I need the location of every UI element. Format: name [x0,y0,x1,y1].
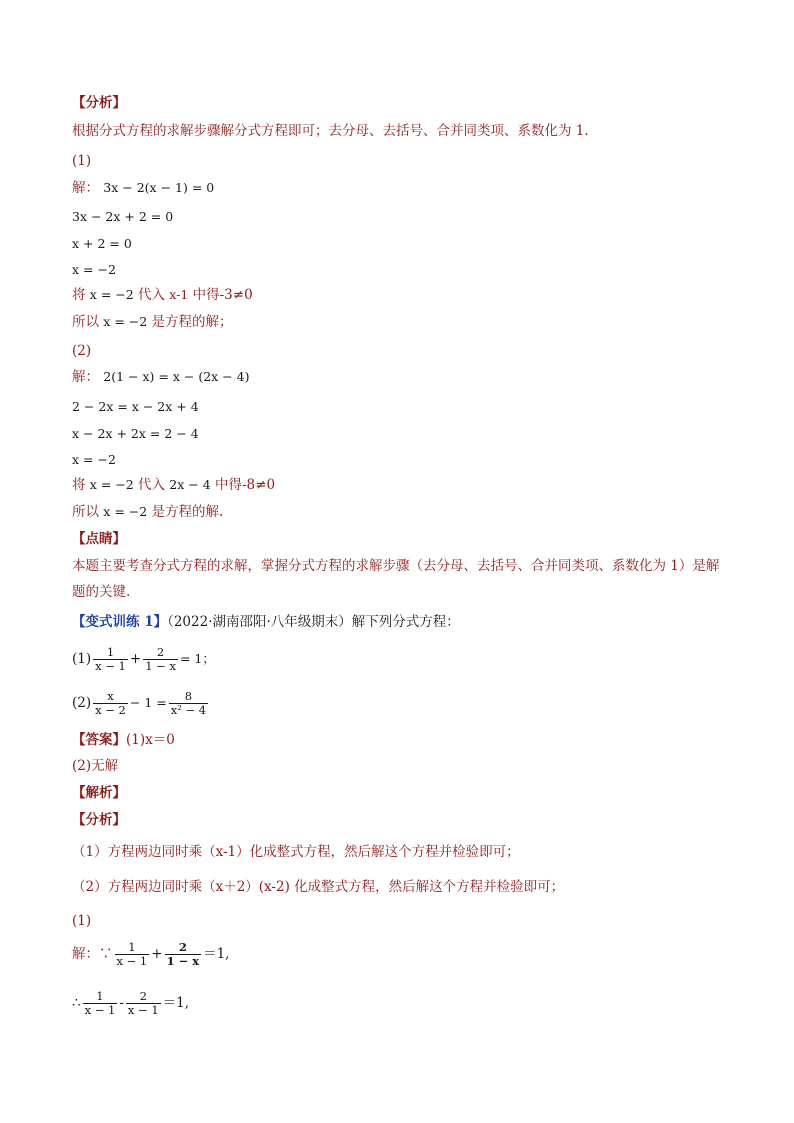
check-result: -3≠0 [219,287,253,303]
numerator: 2 [139,989,147,1003]
part1-eq1: 3x − 2x + 2 = 0 [72,209,174,224]
exercise-tag: 【变式训练 1】 [72,614,168,630]
solve-prefix: 解： [72,180,99,196]
check-value: x = −2 [89,477,134,492]
denominator: x − 1 [84,1003,116,1017]
right-side: ＝1, [162,995,190,1011]
solution-step-line-1 [72,941,229,968]
numerator: 2 [178,940,187,954]
denominator: 1 − x [145,659,176,673]
answer-line [72,731,175,749]
solve-prefix: 解：∵ [72,946,113,962]
fraction [143,646,178,673]
exercise-title [72,613,460,631]
check-value: x = −2 [89,287,134,302]
conclusion-text: 所以 [72,504,99,520]
part1-label: (1) [72,153,92,169]
review-heading: 【点睛】 [72,531,126,547]
numerator: 1 [96,989,104,1003]
part2-eq0 [72,368,249,386]
solution-step-line-2 [72,990,189,1017]
check-text: 代入 [138,287,165,303]
operator: + [129,651,142,667]
equation: 3x − 2(x − 1) = 0 [103,180,215,195]
review-text: 本题主要考查分式方程的求解，掌握分式方程的求解步骤（去分母、去括号、合并同类项、系数化为 1）是解题的关键. [72,558,720,600]
numerator: 1 [106,645,115,659]
solution-part-label: (1) [72,913,92,929]
part2-check [72,476,275,494]
check-text: 将 [72,477,86,493]
question-2 [72,690,210,717]
right-side: ＝1, [203,946,230,962]
fraction [126,990,161,1017]
fraction [169,690,208,717]
operator: - [119,995,124,1011]
right-side: = 1； [179,651,215,666]
check-text: 中得 [192,287,220,303]
question-1 [72,646,215,673]
part1-conclusion [72,313,233,331]
fraction [93,646,128,673]
answer-tag: 【答案】 [72,732,126,748]
part1-eq2: x + 2 = 0 [72,236,132,251]
conclusion-text: 所以 [72,314,99,330]
exercise-source: （2022·湖南邵阳·八年级期末）解下列分式方程： [167,614,460,630]
analysis-heading: 【分析】 [72,95,126,111]
denominator: 1 − x [166,954,200,968]
part2-eq3: x = −2 [72,452,116,467]
check-text: 将 [72,287,86,303]
question-label: (1) [72,651,92,667]
check-text: 中得 [214,477,242,493]
check-expression: x-1 [169,287,189,302]
part2-eq2: x − 2x + 2x = 2 − 4 [72,426,199,441]
numerator: x [107,689,114,703]
conclusion-text: 是方程的解. [151,504,224,520]
answer-value: x＝0 [145,732,175,748]
analysis-text: 根据分式方程的求解步骤解分式方程即可；去分母、去括号、合并同类项、系数化为 1. [72,123,589,139]
equation: 2(1 − x) = x − (2x − 4) [103,369,250,384]
solution-analysis-heading: 【分析】 [72,812,126,828]
answer-2: (2)无解 [72,758,119,774]
part1-check [72,286,253,304]
middle-term: − 1 = [129,695,167,710]
solution-step-1: （1）方程两边同时乘（x-1）化成整式方程，然后解这个方程并检验即可； [72,844,520,860]
denominator: x − 1 [116,954,148,968]
part1-eq3: x = −2 [72,262,116,277]
solve-prefix: 解： [72,369,99,385]
therefore-symbol: ∴ [72,995,81,1011]
question-label: (2) [72,695,92,711]
denominator: x² − 4 [170,703,207,717]
fraction [93,690,128,717]
fraction [165,941,202,968]
part1-eq0 [72,179,214,197]
fraction [115,941,150,968]
part2-label: (2) [72,343,92,359]
conclusion-value: x = −2 [103,314,148,329]
operator: + [151,946,163,962]
check-result: -8≠0 [241,477,276,493]
denominator: x − 2 [95,703,126,717]
part2-eq1: 2 − 2x = x − 2x + 4 [72,399,199,414]
numerator: 1 [128,940,136,954]
fraction [83,990,118,1017]
check-text: 代入 [138,477,165,493]
numerator: 2 [156,645,165,659]
denominator: x − 1 [95,659,126,673]
conclusion-value: x = −2 [103,504,148,519]
solution-step-2: （2）方程两边同时乘（x＋2）(x-2) 化成整式方程，然后解这个方程并检验即可； [72,879,565,895]
part2-conclusion [72,503,223,521]
check-expression: 2x − 4 [169,477,211,492]
solution-heading: 【解析】 [72,785,126,801]
answer-label: (1) [126,732,146,748]
denominator: x − 1 [127,1003,159,1017]
conclusion-text: 是方程的解； [151,314,233,330]
numerator: 8 [184,689,193,703]
